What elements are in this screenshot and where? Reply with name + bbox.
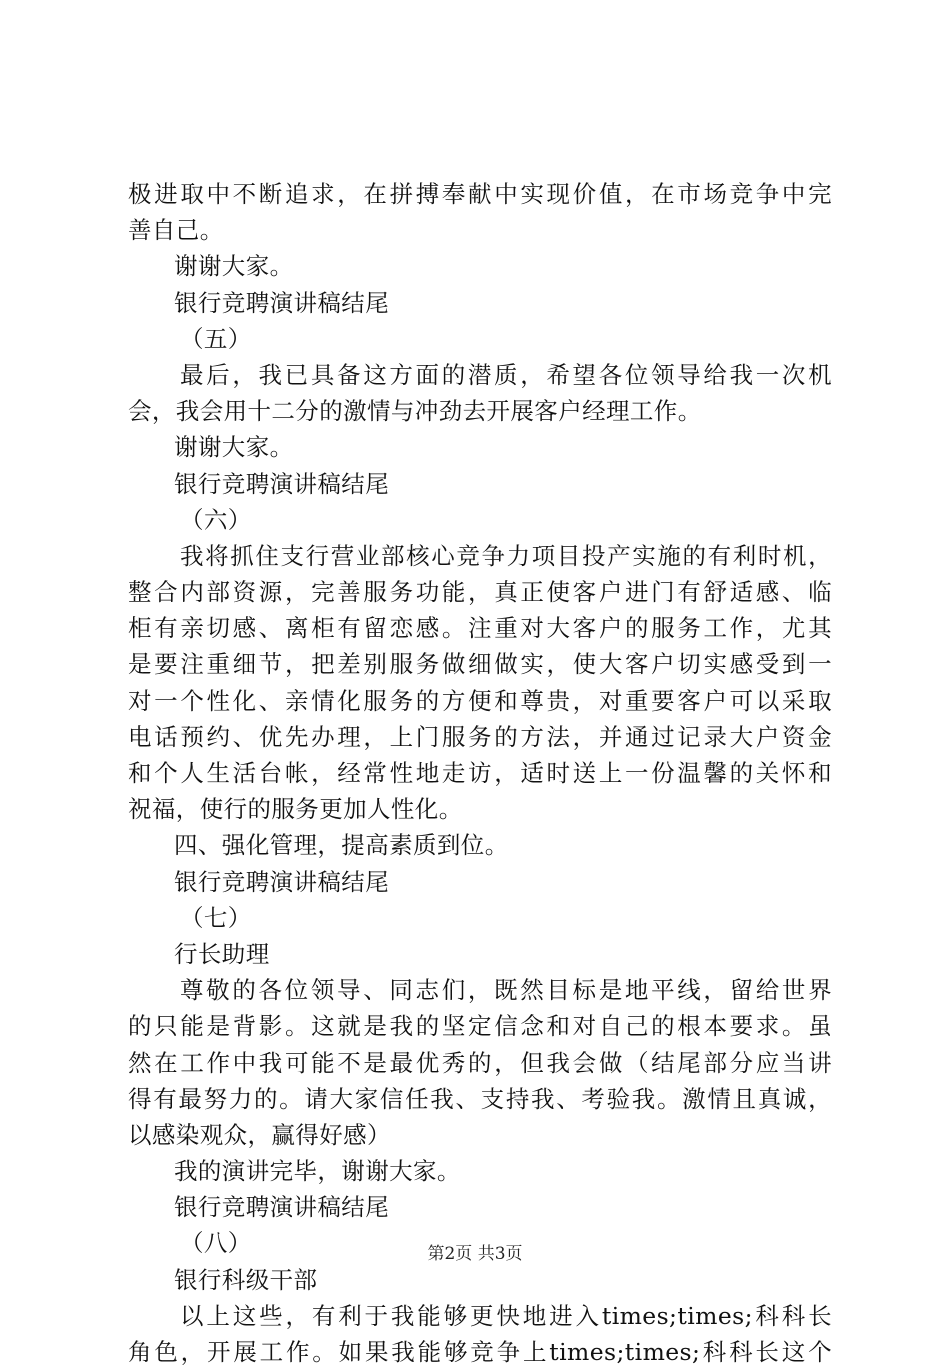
page-footer: 第2页 共3页: [427, 1244, 523, 1264]
text-line: 银行科级干部: [174, 1265, 318, 1294]
text-line: 善自己。: [128, 216, 224, 245]
section-number: （六）: [180, 505, 252, 534]
text-line: 四、强化管理，提高素质到位。: [174, 831, 509, 860]
text-line: 以感染观众，赢得好感）: [128, 1120, 391, 1149]
text-line: 我的演讲完毕，谢谢大家。: [174, 1157, 461, 1186]
text-line: 的只能是背影。这就是我的坚定信念和对自己的根本要求。虽: [128, 1012, 832, 1041]
document-body: [128, 176, 832, 1370]
text-line: 极进取中不断追求，在拼搏奉献中实现价值，在市场竞争中完: [128, 180, 832, 208]
text-line: 得有最努力的。请大家信任我、支持我、考验我。激情且真诚，: [128, 1084, 832, 1113]
section-number: （八）: [180, 1229, 252, 1258]
text-line: 是要注重细节，把差别服务做细做实，使大客户切实感受到一: [128, 650, 832, 679]
text-line: 行长助理: [174, 939, 270, 968]
text-line: 祝福，使行的服务更加人性化。: [128, 795, 463, 824]
text-line: 电话预约、优先办理，上门服务的方法，并通过记录大户资金: [128, 722, 832, 751]
text-line: 对一个性化、亲情化服务的方便和尊贵，对重要客户可以采取: [128, 686, 832, 715]
text-line: 谢谢大家。: [174, 433, 294, 462]
section-heading: 银行竞聘演讲稿结尾: [174, 288, 390, 317]
section-heading: 银行竞聘演讲稿结尾: [174, 469, 390, 498]
section-heading: 银行竞聘演讲稿结尾: [174, 867, 390, 896]
text-line: 以上这些，有利于我能够更快地进入times;times;科科长: [180, 1301, 832, 1330]
text-line: 然在工作中我可能不是最优秀的，但我会做（结尾部分应当讲: [128, 1048, 832, 1077]
text-line: 和个人生活台帐，经常性地走访，适时送上一份温馨的关怀和: [128, 759, 832, 787]
section-heading: 银行竞聘演讲稿结尾: [174, 1193, 390, 1222]
section-number: （五）: [180, 324, 252, 353]
text-line: 会，我会用十二分的激情与冲劲去开展客户经理工作。: [128, 397, 702, 426]
text-line: 我将抓住支行营业部核心竞争力项目投产实施的有利时机，: [180, 541, 832, 570]
text-line: 最后，我已具备这方面的潜质，希望各位领导给我一次机: [180, 360, 832, 389]
text-line: 柜有亲切感、离柜有留恋感。注重对大客户的服务工作，尤其: [128, 614, 832, 643]
text-line: 尊敬的各位领导、同志们，既然目标是地平线，留给世界: [180, 976, 832, 1005]
text-line: 整合内部资源，完善服务功能，真正使客户进门有舒适感、临: [128, 578, 832, 607]
text-line: 谢谢大家。: [174, 252, 294, 281]
text-line: 角色，开展工作。如果我能够竞争上times;times;科科长这个: [128, 1338, 832, 1366]
section-number: （七）: [180, 903, 252, 932]
